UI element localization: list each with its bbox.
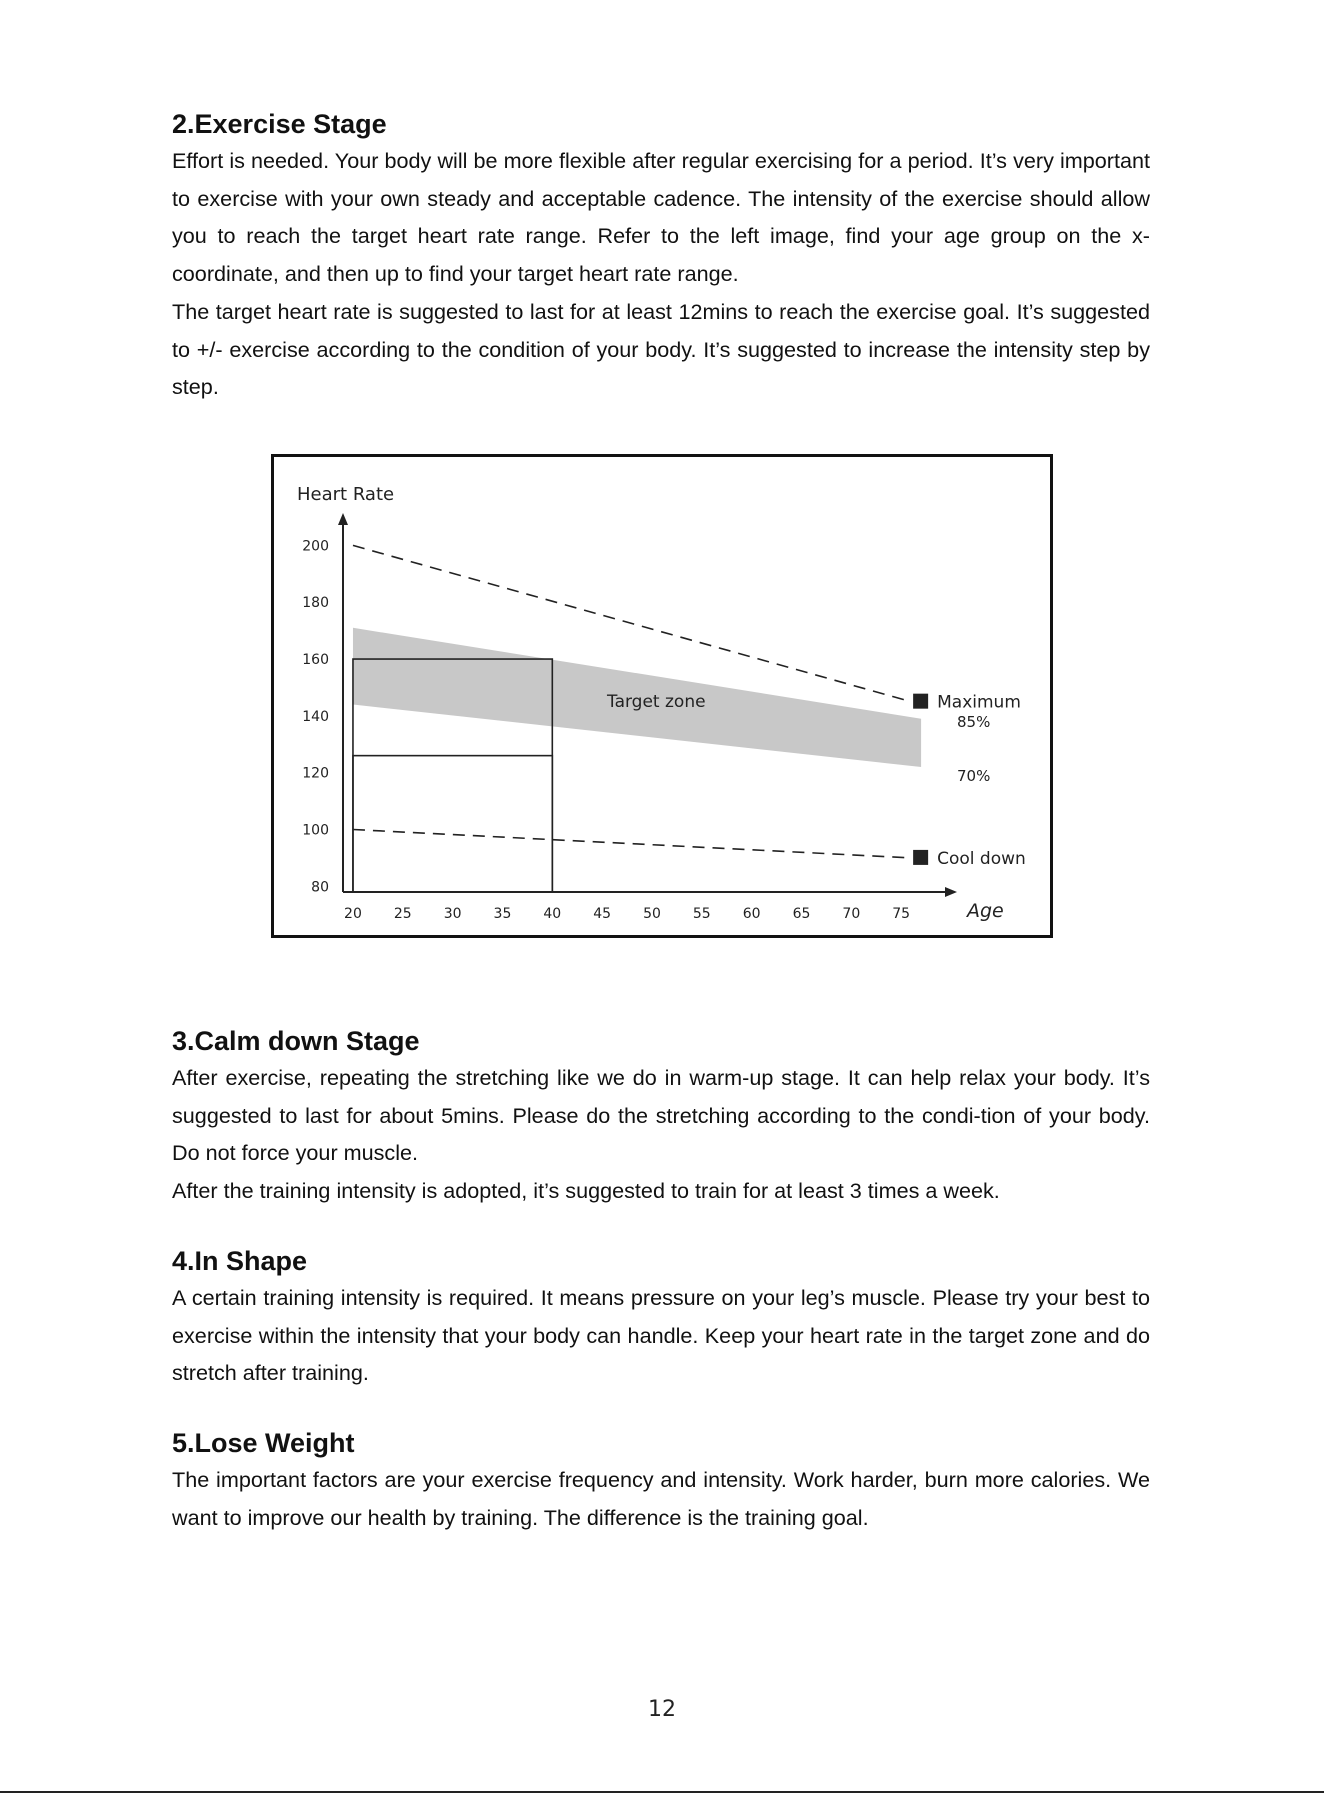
y-tick-label: 200 bbox=[302, 538, 329, 555]
series-marker-maximum bbox=[913, 694, 928, 709]
x-tick-label: 25 bbox=[393, 906, 412, 922]
x-tick-label: 65 bbox=[792, 906, 811, 922]
y-tick-label: 100 bbox=[302, 822, 329, 839]
x-axis-arrow bbox=[945, 887, 957, 897]
x-tick-label: 40 bbox=[543, 906, 562, 922]
y-tick-label: 160 bbox=[302, 652, 329, 669]
x-tick-label: 60 bbox=[742, 906, 761, 922]
x-tick-label: 55 bbox=[692, 906, 711, 922]
x-tick-label: 75 bbox=[892, 906, 911, 922]
y-tick-label: 140 bbox=[302, 708, 329, 725]
example-reading-box bbox=[353, 756, 552, 892]
x-tick-label: 45 bbox=[593, 906, 612, 922]
y-tick-label: 120 bbox=[302, 765, 329, 782]
band-lower-label: 70% bbox=[957, 767, 991, 785]
paragraph: After exercise, repeating the stretching like we do in warm-up stage. It can help relax your body. It’s suggested to last for about 5mins. Please do the stretching according to the condi-tion of your body. Do not force your muscle. bbox=[172, 1065, 1150, 1166]
section-lose-weight bbox=[172, 1425, 1150, 1536]
section-title: 3.Calm down Stage bbox=[172, 1026, 420, 1056]
paragraph: The important factors are your exercise frequency and intensity. Work harder, burn more calories. We want to improve our health by training. The difference is the training goal. bbox=[172, 1467, 1150, 1530]
section-in-shape bbox=[172, 1243, 1150, 1392]
legend-label-maximum: Maximum bbox=[937, 692, 1021, 713]
page-bottom-rule bbox=[0, 1791, 1324, 1793]
paragraph: The target heart rate is suggested to last for at least 12mins to reach the exercise goal. It’s suggested to +/- exercise according to the condition of your body. It’s suggested to increase the intensity step by step. bbox=[172, 298, 1150, 400]
legend-label-cool-down: Cool down bbox=[937, 848, 1026, 869]
x-tick-label: 30 bbox=[443, 906, 462, 922]
paragraph: Effort is needed. Your body will be more flexible after regular exercising for a period. It’s very important to exercise with your own steady and acceptable cadence. The intensity of the exercise should allow you to reach the target heart rate range. Refer to the left image, find your age group on the x-coordinate, and then up to find your target heart rate range. bbox=[172, 148, 1150, 287]
section-title: 5.Lose Weight bbox=[172, 1428, 355, 1458]
section-calm-down-stage bbox=[172, 1023, 1150, 1210]
heart-rate-chart bbox=[271, 454, 1053, 938]
x-tick-label: 20 bbox=[344, 906, 362, 922]
x-axis-label: Age bbox=[967, 900, 1004, 922]
y-tick-label: 180 bbox=[302, 595, 329, 612]
y-axis-arrow bbox=[338, 513, 348, 525]
paragraph: After the training intensity is adopted, it’s suggested to train for at least 3 times a week. bbox=[172, 1178, 1000, 1204]
section-title: 4.In Shape bbox=[172, 1246, 308, 1276]
x-tick-label: 70 bbox=[842, 906, 861, 922]
x-tick-label: 50 bbox=[643, 906, 661, 922]
y-axis-label: Heart Rate bbox=[297, 484, 395, 505]
band-label: Target zone bbox=[607, 692, 706, 712]
series-marker-cool-down bbox=[913, 850, 928, 865]
y-tick-label: 80 bbox=[311, 879, 329, 896]
x-tick-label: 35 bbox=[493, 906, 512, 922]
page-number: 12 bbox=[648, 1697, 676, 1722]
series-line-cool-down bbox=[353, 830, 911, 858]
section-exercise-stage bbox=[172, 106, 1150, 406]
section-title: 2.Exercise Stage bbox=[172, 109, 387, 139]
heart-rate-chart-svg bbox=[274, 457, 1050, 935]
paragraph: A certain training intensity is required. It means pressure on your leg’s muscle. Please try your best to exercise within the intensity that your body can handle. Keep your heart rate in the target zone and do stretch after training. bbox=[172, 1285, 1150, 1386]
band-upper-label: 85% bbox=[957, 713, 991, 731]
